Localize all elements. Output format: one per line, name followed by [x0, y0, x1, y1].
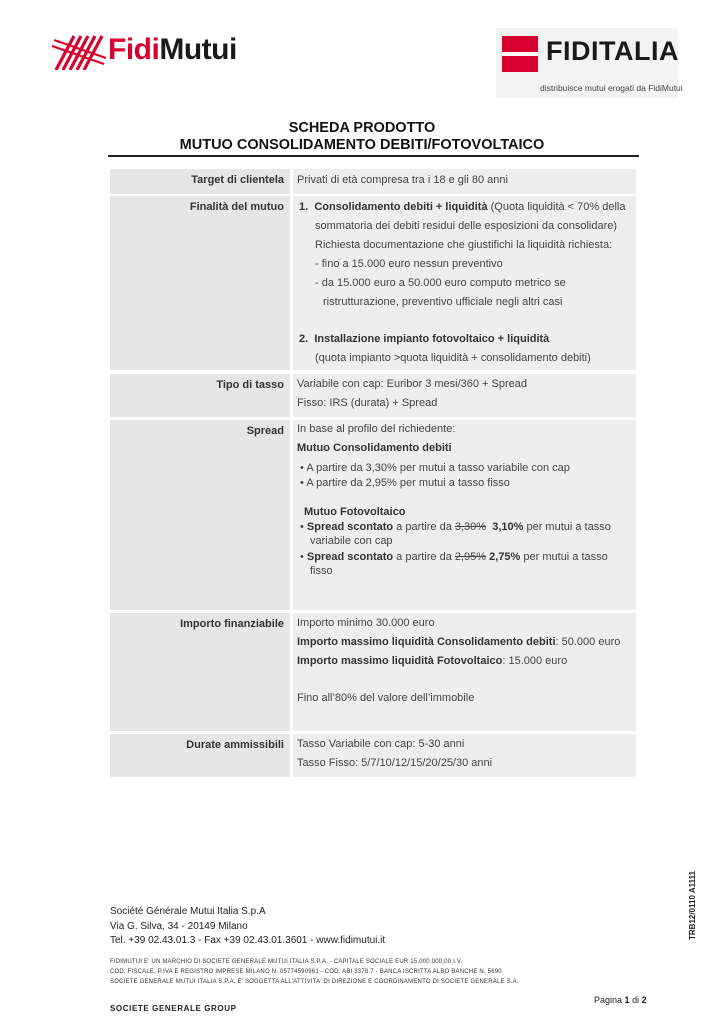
spread-fotovoltaico-bullet2: • Spread scontato a partire da 2,95% 2,75% per mutui a tasso [300, 551, 608, 563]
row-label-cell [110, 734, 290, 777]
importo-line1: Importo minimo 30.000 euro [297, 617, 435, 629]
row-value-cell [293, 613, 636, 731]
fiditalia-square-icon [502, 36, 538, 72]
tasso-line2: Fisso: IRS (durata) + Spread [297, 397, 438, 409]
durate-line1: Tasso Variabile con cap: 5-30 anni [297, 738, 465, 750]
spread-consolidamento-bullet1: • A partire da 3,30% per mutui a tasso variabile con cap [300, 462, 570, 474]
document-title-line1: SCHEDA PRODOTTO [288, 120, 436, 136]
row-tipo-tasso [110, 374, 636, 417]
row-durate [110, 734, 636, 777]
durate-line2: Tasso Fisso: 5/7/10/12/15/20/25/30 anni [297, 757, 493, 769]
document-title-line2: MUTUO CONSOLIDAMENTO DEBITI/FOTOVOLTAICO [179, 137, 545, 153]
footer-address: Via G. Silva, 34 - 20149 Milano [110, 921, 248, 932]
fiditalia-logo [496, 28, 683, 98]
row-value-cell [293, 169, 636, 194]
finalita-line4: - fino a 15.000 euro nessun preventivo [315, 258, 503, 270]
spread-fotovoltaico-bullet1-cont: variabile con cap [310, 535, 393, 547]
target-text: Privati di età compresa tra i 18 e gli 80 anni [297, 174, 508, 186]
footer-legal-line3: SOCIETE GENERALE MUTUI ITALIA S.P.A. E' SOGGETTA ALL'ATTIVITA' DI DIREZIONE E COORDINAMENTO DI SOCIETE GENERALE S.A. [110, 979, 519, 985]
bullet-dot-icon: • [300, 521, 304, 533]
spread-label: Spread [246, 425, 284, 437]
importo-line4: Fino all’80% del valore dell’immobile [297, 692, 475, 704]
footer-company: Société Générale Mutui Italia S.p.A [110, 906, 266, 917]
tasso-label: Tipo di tasso [216, 379, 284, 391]
fidimutui-wordmark: FidiMutui [108, 33, 237, 66]
bullet-dot-icon: • [300, 462, 304, 474]
durate-label: Durate ammissibili [186, 739, 284, 751]
bullet-dot-icon: • [300, 551, 304, 563]
page-number: Pagina 1 di 2 [594, 995, 647, 1005]
row-value-cell [293, 734, 636, 777]
finalita-item2-sub: (quota impianto >quota liquidità + consolidamento debiti) [315, 352, 591, 364]
document-code: TRB12/0110 A1111 [688, 870, 697, 940]
row-value-cell [293, 420, 636, 610]
footer-legal-line2: COD. FISCALE, P.IVA E REGISTRO IMPRESE MILANO N. 05774590961 - COD. ABI 3378.7 - BANCA ISCRITTA ALBO BANCHE N. 5690 [110, 969, 502, 975]
spread-fotovoltaico-bullet1: • Spread scontato a partire da 3,30% 3,10% per mutui a tasso [300, 521, 611, 533]
footer-legal-line1: FIDIMUTUI E' UN MARCHIO DI SOCIETE GENERALE MUTUI ITALIA S.P.A. - CAPITALE SOCIALE EUR 15.000.000,00 I.V. [110, 959, 463, 965]
fidimutui-logo [52, 30, 252, 76]
spread-intro: In base al profilo del richiedente: [297, 423, 456, 435]
fidimutui-stripes-icon [52, 34, 106, 70]
fiditalia-wordmark: FIDITALIA [546, 36, 679, 66]
row-label-cell [110, 374, 290, 417]
finalita-line2: sommatoria dei debiti residui delle esposizioni da consolidare) [315, 220, 618, 232]
row-label-cell [110, 613, 290, 731]
importo-label: Importo finanziabile [180, 618, 284, 630]
row-target [110, 169, 636, 194]
target-label: Target di clientela [191, 174, 284, 186]
row-value-cell [293, 374, 636, 417]
finalita-item2: 2. Installazione impianto fotovoltaico + liquidità [299, 333, 550, 345]
title-divider [108, 155, 639, 157]
spread-fotovoltaico-title: Mutuo Fotovoltaico [304, 506, 406, 518]
finalita-item1: 1. Consolidamento debiti + liquidità (Quota liquidità < 70% della [299, 201, 626, 213]
spread-consolidamento-bullet2: • A partire da 2,95% per mutui a tasso fisso [300, 477, 510, 489]
finalita-label: Finalità del mutuo [189, 201, 284, 213]
finalita-line3: Richiesta documentazione che giustifichi la liquidità richiesta: [315, 239, 613, 251]
spread-fotovoltaico-bullet2-cont: fisso [310, 565, 333, 577]
row-label-cell [110, 196, 290, 370]
finalita-line5: - da 15.000 euro a 50.000 euro computo metrico se [315, 277, 566, 289]
footer-group: SOCIETE GENERALE GROUP [110, 1004, 237, 1013]
row-label-cell [110, 420, 290, 610]
row-label-cell [110, 169, 290, 194]
importo-line3: Importo massimo liquidità Fotovoltaico: 15.000 euro [297, 655, 568, 667]
spread-consolidamento-title: Mutuo Consolidamento debiti [297, 442, 452, 454]
finalita-line6: ristrutturazione, preventivo ufficiale negli altri casi [323, 296, 563, 308]
importo-line2: Importo massimo liquidità Consolidamento debiti: 50.000 euro [297, 636, 621, 648]
footer-contacts: Tel. +39 02.43.01.3 - Fax +39 02.43.01.3601 - www.fidimutui.it [110, 935, 386, 946]
row-importo [110, 613, 636, 731]
tasso-line1: Variabile con cap: Euribor 3 mesi/360 + Spread [297, 378, 528, 390]
fiditalia-tagline: distribuisce mutui erogati da FidiMutui [540, 83, 683, 93]
row-spread [110, 420, 636, 610]
bullet-dot-icon: • [300, 477, 304, 489]
row-finalita [110, 196, 636, 370]
row-value-cell [293, 196, 636, 370]
